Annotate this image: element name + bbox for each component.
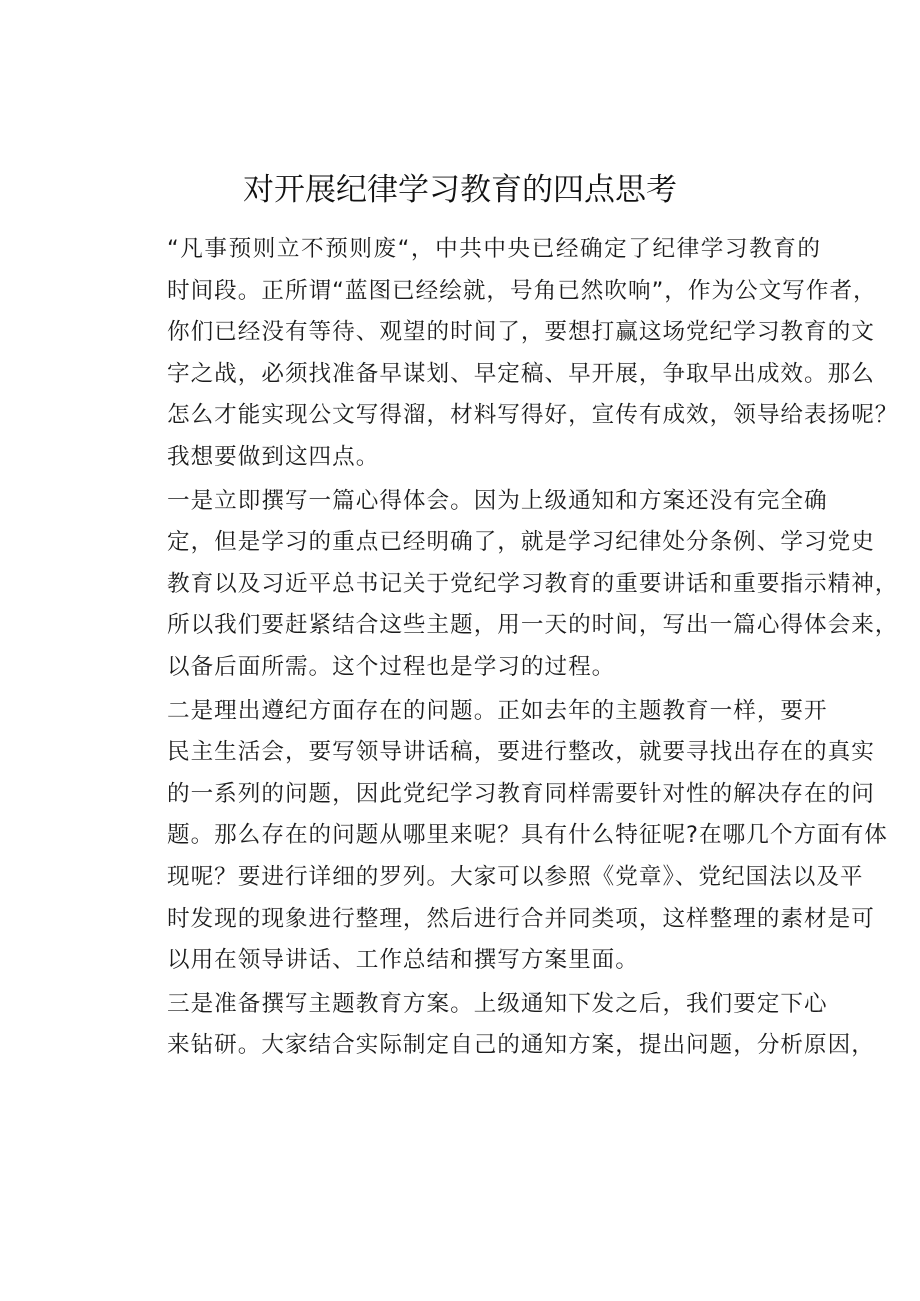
paragraph-point-three: [121, 984, 875, 1067]
text-line: “凡事预则立不预则废“，中共中央已经确定了纪律学习教育的: [167, 236, 821, 262]
paragraph-point-one: [121, 481, 899, 689]
text-line: 时间段。正所谓“蓝图已经绘就，号角已然吹响”，作为公文写作者，: [167, 277, 877, 304]
paragraph-point-two: [121, 691, 888, 982]
document-body: [121, 229, 899, 1067]
text-line: 以备后面所需。这个过程也是学习的过程。: [167, 653, 616, 680]
text-line: 定，但是学习的重点已经明确了，就是学习纪律处分条例、学习党史: [167, 529, 875, 556]
text-line: 二是理出遵纪方面存在的问题。正如去年的主题教育一样，要开: [167, 697, 828, 724]
text-line: 以用在领导讲话、工作总结和撰写方案里面。: [167, 947, 639, 974]
text-line: 字之战，必须找准备早谋划、早定稿、早开展，争取早出成效。那么: [167, 360, 875, 387]
text-line: 三是准备撰写主题教育方案。上级通知下发之后，我们要定下心: [167, 990, 828, 1017]
text-line: 一是立即撰写一篇心得体会。因为上级通知和方案还没有完全确: [167, 487, 828, 514]
document-title: 对开展纪律学习教育的四点思考: [243, 172, 677, 208]
text-line: 你们已经没有等待、观望的时间了，要想打赢这场党纪学习教育的文: [167, 319, 875, 346]
text-line: 时发现的现象进行整理，然后进行合并同类项，这样整理的素材是可: [167, 905, 875, 932]
text-line: 所以我们要赶紧结合这些主题，用一天的时间，写出一篇心得体会来，: [167, 612, 899, 639]
text-line: 我想要做到这四点。: [167, 443, 380, 470]
paragraph-intro: [121, 229, 899, 479]
text-line: 题。那么存在的问题从哪里来呢？具有什么特征呢?在哪几个方面有体: [167, 822, 888, 849]
text-line: 怎么才能实现公文写得溜，材料写得好，宣传有成效，领导给表扬呢？: [167, 402, 899, 429]
text-line: 现呢？要进行详细的罗列。大家可以参照《党章》、党纪国法以及平: [167, 863, 864, 890]
text-line: 的一系列的问题，因此党纪学习教育同样需要针对性的解决存在的问: [167, 780, 875, 807]
text-line: 教育以及习近平总书记关于党纪学习教育的重要讲话和重要指示精神，: [167, 570, 899, 597]
text-line: 来钻研。大家结合实际制定自己的通知方案，提出问题，分析原因，: [167, 1032, 875, 1059]
text-line: 民主生活会，要写领导讲话稿，要进行整改，就要寻找出存在的真实: [167, 739, 875, 766]
